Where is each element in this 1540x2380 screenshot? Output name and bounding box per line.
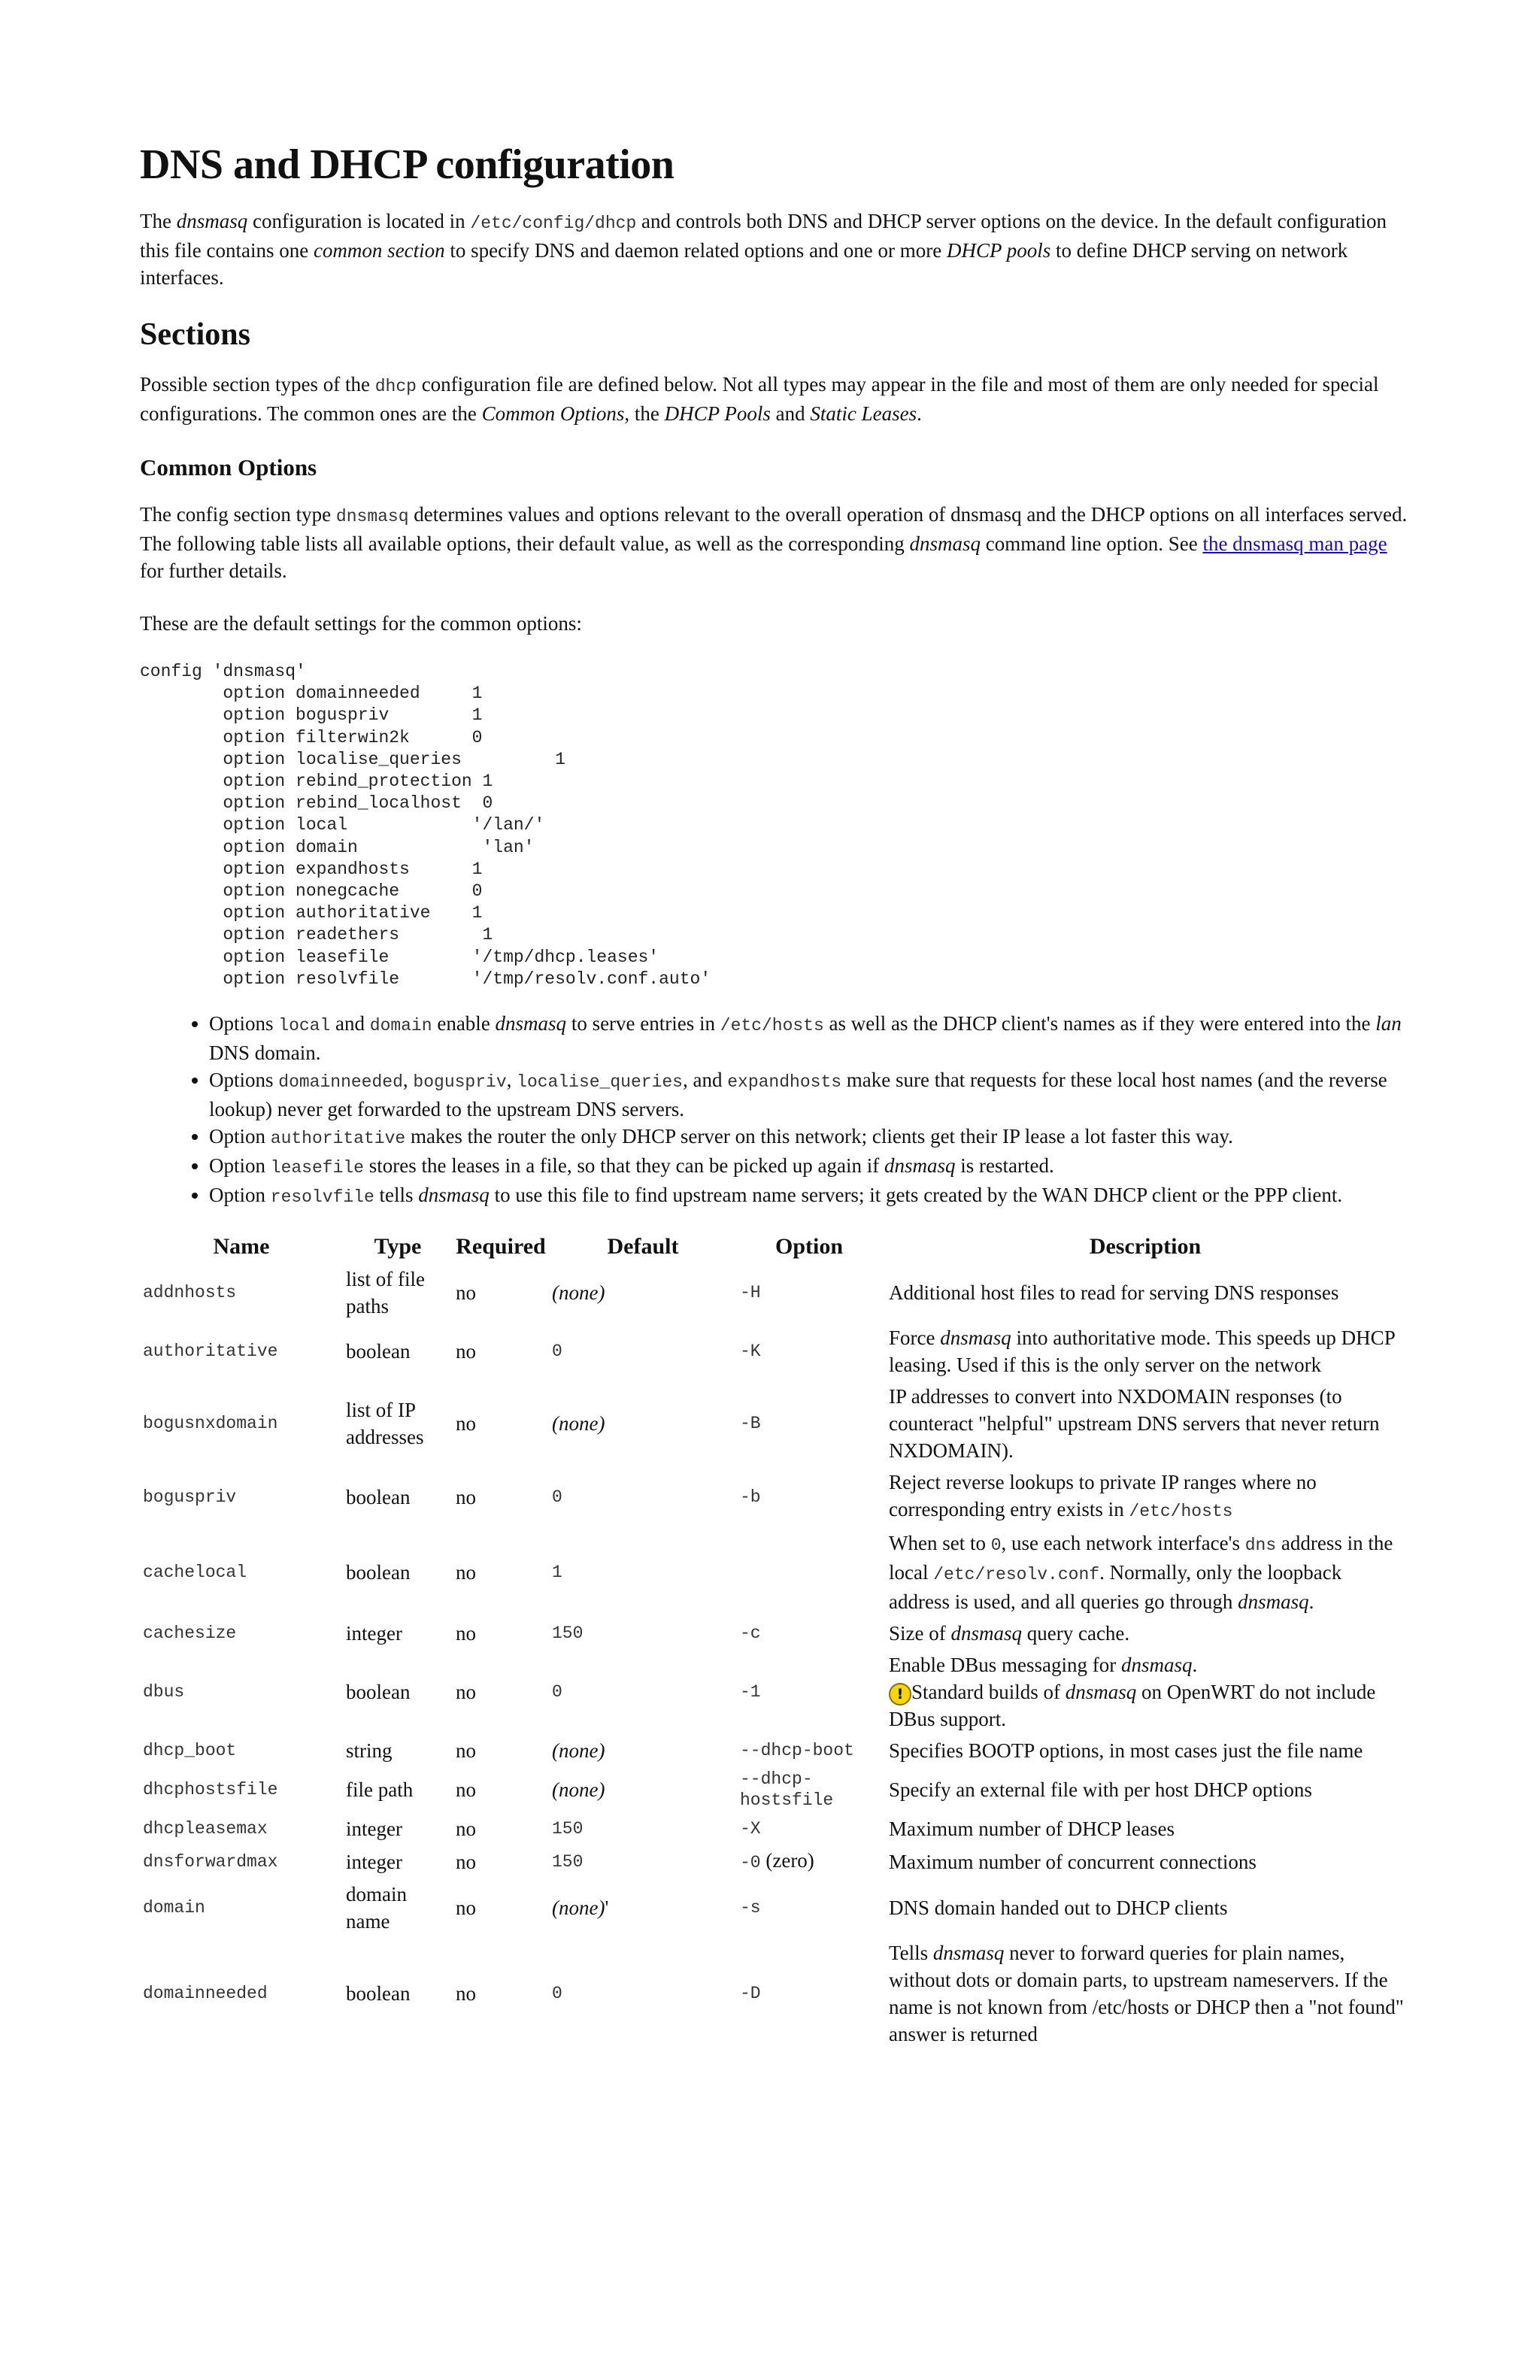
sections-paragraph: Possible section types of the dhcp configuration file are defined below. Not all types may appear in the file and most of them are only needed for special configurations. The common ones are the Common Options, the DHCP Pools and Static Leases. bbox=[140, 373, 1379, 425]
table-row: domainneeded boolean no 0 -D Tells dnsmasq never to forward queries for plain names, without dots or domain parts, to upstream nameservers. If the name is not known from /etc/hosts or DHCP then a "not found" answer is returned bbox=[143, 1942, 1404, 2046]
common-options-paragraph: The config section type dnsmasq determines values and options relevant to the overall operation of dnsmasq and the DHCP options on all interfaces served. The following table lists all available options, their default value, as well as the corresponding dnsmasq command line option. See the dnsmasq man page for further details. bbox=[140, 503, 1408, 582]
list-item: • Options local and domain enable dnsmasq to serve entries in /etc/hosts as well as the DHCP client's names as if they were entered into the lan DNS domain. bbox=[209, 1010, 1409, 1066]
common-options-table bbox=[140, 1230, 1409, 2050]
column-header-option: Option bbox=[775, 1234, 844, 1260]
list-item: • Option leasefile stores the leases in a file, so that they can be picked up again if dnsmasq is restarted. bbox=[209, 1152, 1409, 1181]
table-header-row bbox=[140, 1230, 1409, 1263]
table-row: cachesize integer no 150 -c Size of dnsmasq query cache. bbox=[143, 1622, 1130, 1645]
table-row: bogusnxdomain list of IP addresses no (none) -B IP addresses to convert into NXDOMAIN responses (to counteract "helpful" upstream DNS servers that never return NXDOMAIN). bbox=[143, 1385, 1380, 1463]
list-item: • Options domainneeded, boguspriv, localise_queries, and expandhosts make sure that requests for these local host names (and the reverse lookup) never get forwarded to the upstream DNS servers. bbox=[209, 1066, 1409, 1123]
table-row: dhcp_boot string no (none) --dhcp-boot Specifies BOOTP options, in most cases just the file name bbox=[143, 1739, 1363, 1763]
dnsmasq-man-page-link[interactable]: the dnsmasq man page bbox=[1202, 532, 1387, 555]
column-header-name: Name bbox=[213, 1234, 270, 1260]
options-bullet-list bbox=[140, 1010, 1409, 1211]
intro-paragraph: The dnsmasq configuration is located in /etc/config/dhcp and controls both DNS and DHCP server options on the device. In the default configuration this file contains one common section to specify DNS and daemon related options and one or more DHCP pools to define DHCP serving on network interfaces. bbox=[140, 210, 1387, 289]
table-row: cachelocal boolean no 1 When set to 0, use each network interface's dns address in the local /etc/resolv.conf. Normally, only the loopback address is used, and all queries go through dnsmasq. bbox=[143, 1532, 1393, 1614]
column-header-type: Type bbox=[374, 1234, 422, 1260]
warning-icon: ! bbox=[889, 1683, 911, 1705]
table-row: dnsforwardmax integer no 150 -0 (zero) Maximum number of concurrent connections bbox=[143, 1849, 1257, 1873]
table-row: authoritative boolean no 0 -K Force dnsmasq into authoritative mode. This speeds up DHCP leasing. Used if this is the only server on the network bbox=[143, 1326, 1395, 1377]
table-row: dhcpleasemax integer no 150 -X Maximum number of DHCP leases bbox=[143, 1818, 1175, 1841]
column-header-required: Required bbox=[456, 1234, 546, 1260]
sections-heading: Sections bbox=[140, 317, 250, 352]
page-title: DNS and DHCP configuration bbox=[140, 141, 675, 188]
common-options-heading: Common Options bbox=[140, 454, 317, 481]
column-header-description: Description bbox=[1089, 1234, 1202, 1260]
table-row: addnhosts list of file paths no (none) -H Additional host files to read for serving DNS responses bbox=[143, 1268, 1339, 1318]
config-path: /etc/config/dhcp bbox=[470, 214, 637, 233]
table-row: dbus boolean no 0 -1 Enable DBus messaging for dnsmasq. ! Standard builds of dnsmasq on OpenWRT do not include DBus support. bbox=[143, 1654, 1376, 1731]
table-row: domain domain name no (none)' -s DNS domain handed out to DHCP clients bbox=[143, 1883, 1228, 1933]
column-header-default: Default bbox=[607, 1234, 679, 1260]
table-row: dhcphostsfile file path no (none) --dhcp-hostsfile Specify an external file with per host DHCP options bbox=[143, 1769, 1312, 1811]
list-item: • Option resolvfile tells dnsmasq to use this file to find upstream name servers; it gets created by the WAN DHCP client or the PPP client. bbox=[209, 1181, 1409, 1211]
default-config-code-block: config 'dnsmasq' option domainneeded 1 option boguspriv 1 option filterwin2k 0 option localise_queries 1 option rebind_protection 1 option rebind_localhost 0 option local '/lan/' option domain 'lan' option expandhosts 1 option nonegcache 0 option authoritative 1 option readethers 1 option leasefile '/tmp/dhcp.leases' option resolvfile '/tmp/resolv.conf.auto' bbox=[140, 662, 711, 989]
defaults-paragraph: These are the default settings for the common options: bbox=[140, 612, 582, 635]
table-row: boguspriv boolean no 0 -b Reject reverse lookups to private IP ranges where no corresponding entry exists in /etc/hosts bbox=[143, 1471, 1317, 1522]
list-item: • Option authoritative makes the router the only DHCP server on this network; clients get their IP lease a lot faster this way. bbox=[209, 1123, 1409, 1152]
